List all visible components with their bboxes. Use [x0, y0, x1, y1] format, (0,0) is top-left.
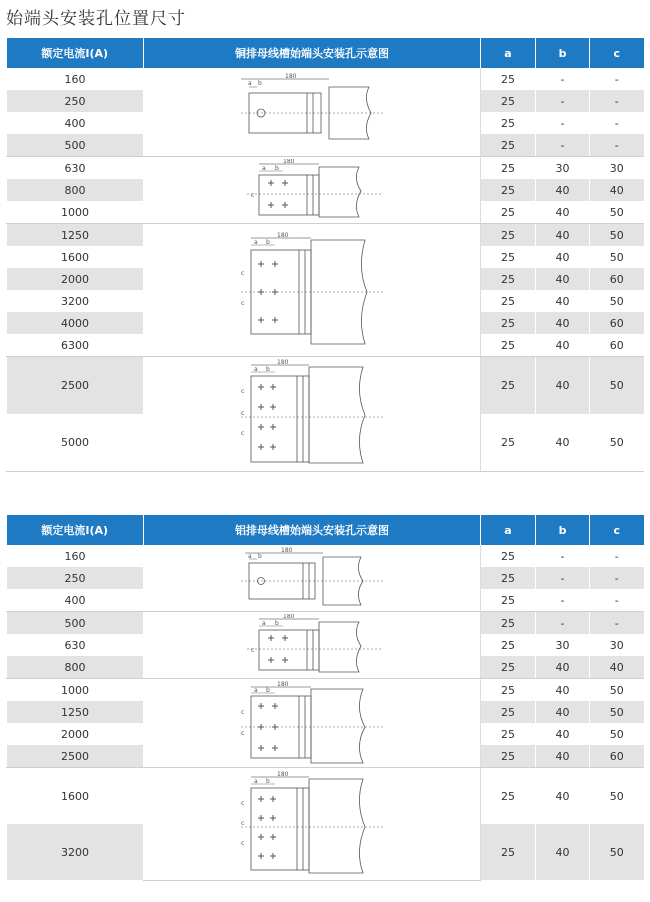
b-cell: 40 [536, 679, 590, 702]
c-cell: 50 [590, 824, 644, 880]
a-cell: 25 [481, 68, 536, 90]
c-cell: - [590, 589, 644, 612]
current-cell: 3200 [7, 290, 144, 312]
diagram-two-row-holes [144, 612, 481, 679]
svg-text:a: a [248, 553, 252, 560]
b-cell: 40 [536, 179, 590, 201]
c-cell: - [590, 134, 644, 157]
a-cell: 25 [481, 134, 536, 157]
c-cell: 50 [590, 701, 644, 723]
current-cell: 1600 [7, 246, 144, 268]
svg-text:a: a [262, 620, 266, 627]
current-cell: 1250 [7, 701, 144, 723]
c-cell: 60 [590, 312, 644, 334]
a-cell: 25 [481, 612, 536, 635]
current-cell: 500 [7, 134, 144, 157]
svg-text:180: 180 [283, 159, 295, 165]
diagram-single-hole [144, 68, 481, 157]
svg-text:c: c [241, 839, 245, 847]
svg-text:c: c [241, 819, 245, 827]
copper-busbar-table [6, 38, 644, 472]
table-row [7, 68, 644, 90]
current-cell: 4000 [7, 312, 144, 334]
table-row [7, 679, 644, 702]
table-row [7, 545, 644, 567]
c-cell: 60 [590, 334, 644, 357]
header-diagram: 铝排母线槽始端头安装孔示意图 [144, 515, 481, 545]
c-cell: 50 [590, 290, 644, 312]
svg-text:b: b [275, 165, 279, 172]
page-title: 始端头安装孔位置尺寸 [6, 9, 186, 29]
c-cell: - [590, 567, 644, 589]
current-cell: 1000 [7, 679, 144, 702]
current-cell: 250 [7, 90, 144, 112]
diagram-three-row-holes [144, 679, 481, 768]
c-cell: 50 [590, 679, 644, 702]
svg-text:180: 180 [277, 681, 289, 688]
current-cell: 2500 [7, 745, 144, 768]
svg-text:180: 180 [277, 232, 289, 239]
current-cell: 160 [7, 545, 144, 567]
b-cell: 40 [536, 268, 590, 290]
header-diagram: 铜排母线槽始端头安装孔示意图 [144, 38, 481, 68]
b-cell: 40 [536, 246, 590, 268]
diagram-four-row-holes [144, 357, 481, 472]
a-cell: 25 [481, 179, 536, 201]
svg-text:180: 180 [283, 614, 295, 620]
b-cell: - [536, 134, 590, 157]
a-cell: 25 [481, 589, 536, 612]
aluminum-busbar-table [6, 515, 644, 881]
svg-text:a: a [254, 777, 258, 785]
a-cell: 25 [481, 545, 536, 567]
single-hole-drawing [237, 73, 387, 151]
c-cell: 40 [590, 656, 644, 679]
header-b: b [536, 38, 590, 68]
a-cell: 25 [481, 290, 536, 312]
b-cell: 40 [536, 414, 590, 472]
two-row-holes-drawing [237, 614, 387, 676]
b-cell: 40 [536, 312, 590, 334]
b-cell: - [536, 612, 590, 635]
svg-text:180: 180 [285, 73, 297, 80]
a-cell: 25 [481, 334, 536, 357]
table-row [7, 157, 644, 180]
a-cell: 25 [481, 246, 536, 268]
two-row-holes-drawing [237, 159, 387, 221]
three-row-holes-drawing [237, 681, 387, 765]
svg-text:180: 180 [277, 770, 289, 778]
header-b: b [536, 515, 590, 545]
svg-text:a: a [248, 80, 252, 87]
svg-text:a: a [254, 239, 258, 246]
table-row [7, 357, 644, 415]
header-c: c [590, 515, 644, 545]
svg-text:c: c [241, 799, 245, 807]
b-cell: 40 [536, 656, 590, 679]
current-cell: 400 [7, 589, 144, 612]
b-cell: - [536, 589, 590, 612]
svg-text:b: b [258, 553, 262, 560]
c-cell: 50 [590, 224, 644, 247]
b-cell: 40 [536, 768, 590, 825]
b-cell: 30 [536, 157, 590, 180]
a-cell: 25 [481, 768, 536, 825]
svg-text:c: c [241, 270, 245, 277]
current-cell: 800 [7, 656, 144, 679]
svg-text:c: c [251, 647, 255, 654]
b-cell: 40 [536, 224, 590, 247]
a-cell: 25 [481, 567, 536, 589]
four-row-holes-drawing [237, 771, 387, 877]
a-cell: 25 [481, 224, 536, 247]
b-cell: 40 [536, 334, 590, 357]
header-current: 额定电流I(A) [7, 38, 144, 68]
current-cell: 3200 [7, 824, 144, 880]
current-cell: 400 [7, 112, 144, 134]
svg-text:c: c [241, 730, 245, 737]
svg-text:c: c [241, 388, 245, 395]
a-cell: 25 [481, 268, 536, 290]
svg-text:a: a [262, 165, 266, 172]
svg-text:c: c [241, 300, 245, 307]
b-cell: 40 [536, 357, 590, 415]
b-cell: - [536, 567, 590, 589]
diagram-two-row-holes [144, 157, 481, 224]
table-header-row [7, 515, 644, 545]
c-cell: - [590, 90, 644, 112]
a-cell: 25 [481, 357, 536, 415]
b-cell: 40 [536, 824, 590, 880]
c-cell: 50 [590, 246, 644, 268]
a-cell: 25 [481, 656, 536, 679]
svg-text:b: b [266, 777, 270, 785]
b-cell: 40 [536, 290, 590, 312]
a-cell: 25 [481, 312, 536, 334]
svg-text:b: b [275, 620, 279, 627]
c-cell: - [590, 545, 644, 567]
header-c: c [590, 38, 644, 68]
current-cell: 6300 [7, 334, 144, 357]
c-cell: 30 [590, 634, 644, 656]
current-cell: 160 [7, 68, 144, 90]
c-cell: 50 [590, 414, 644, 472]
a-cell: 25 [481, 112, 536, 134]
current-cell: 500 [7, 612, 144, 635]
table-row [7, 612, 644, 635]
c-cell: - [590, 68, 644, 90]
a-cell: 25 [481, 414, 536, 472]
c-cell: 60 [590, 268, 644, 290]
table-row [7, 768, 644, 825]
c-cell: - [590, 112, 644, 134]
header-current: 额定电流I(A) [7, 515, 144, 545]
b-cell: - [536, 68, 590, 90]
c-cell: 50 [590, 357, 644, 415]
current-cell: 1000 [7, 201, 144, 224]
diagram-four-row-holes [144, 768, 481, 881]
current-cell: 5000 [7, 414, 144, 472]
svg-text:a: a [254, 687, 258, 694]
b-cell: 40 [536, 201, 590, 224]
table-row [7, 224, 644, 247]
b-cell: 40 [536, 745, 590, 768]
header-a: a [481, 38, 536, 68]
svg-text:b: b [266, 687, 270, 694]
svg-text:c: c [241, 410, 245, 417]
current-cell: 2000 [7, 723, 144, 745]
svg-text:c: c [241, 709, 245, 716]
c-cell: 50 [590, 201, 644, 224]
b-cell: - [536, 545, 590, 567]
svg-text:b: b [258, 80, 262, 87]
b-cell: - [536, 112, 590, 134]
c-cell: 50 [590, 768, 644, 825]
a-cell: 25 [481, 201, 536, 224]
a-cell: 25 [481, 679, 536, 702]
a-cell: 25 [481, 90, 536, 112]
a-cell: 25 [481, 723, 536, 745]
diagram-three-row-holes [144, 224, 481, 357]
b-cell: - [536, 90, 590, 112]
b-cell: 30 [536, 634, 590, 656]
svg-text:a: a [254, 366, 258, 373]
diagram-single-hole [144, 545, 481, 612]
c-cell: 60 [590, 745, 644, 768]
current-cell: 250 [7, 567, 144, 589]
current-cell: 800 [7, 179, 144, 201]
a-cell: 25 [481, 745, 536, 768]
svg-text:c: c [241, 430, 245, 437]
svg-text:c: c [251, 192, 255, 199]
c-cell: 40 [590, 179, 644, 201]
b-cell: 40 [536, 723, 590, 745]
header-a: a [481, 515, 536, 545]
c-cell: 30 [590, 157, 644, 180]
current-cell: 2500 [7, 357, 144, 415]
current-cell: 1250 [7, 224, 144, 247]
svg-text:b: b [266, 239, 270, 246]
a-cell: 25 [481, 701, 536, 723]
four-row-holes-drawing [237, 359, 387, 469]
c-cell: - [590, 612, 644, 635]
c-cell: 50 [590, 723, 644, 745]
three-row-holes-drawing [237, 230, 387, 350]
a-cell: 25 [481, 157, 536, 180]
current-cell: 630 [7, 634, 144, 656]
current-cell: 2000 [7, 268, 144, 290]
current-cell: 630 [7, 157, 144, 180]
current-cell: 1600 [7, 768, 144, 825]
svg-text:180: 180 [277, 359, 289, 366]
single-hole-drawing [237, 547, 387, 609]
svg-text:b: b [266, 366, 270, 373]
a-cell: 25 [481, 634, 536, 656]
table-header-row [7, 38, 644, 68]
svg-text:180: 180 [281, 547, 293, 554]
a-cell: 25 [481, 824, 536, 880]
b-cell: 40 [536, 701, 590, 723]
